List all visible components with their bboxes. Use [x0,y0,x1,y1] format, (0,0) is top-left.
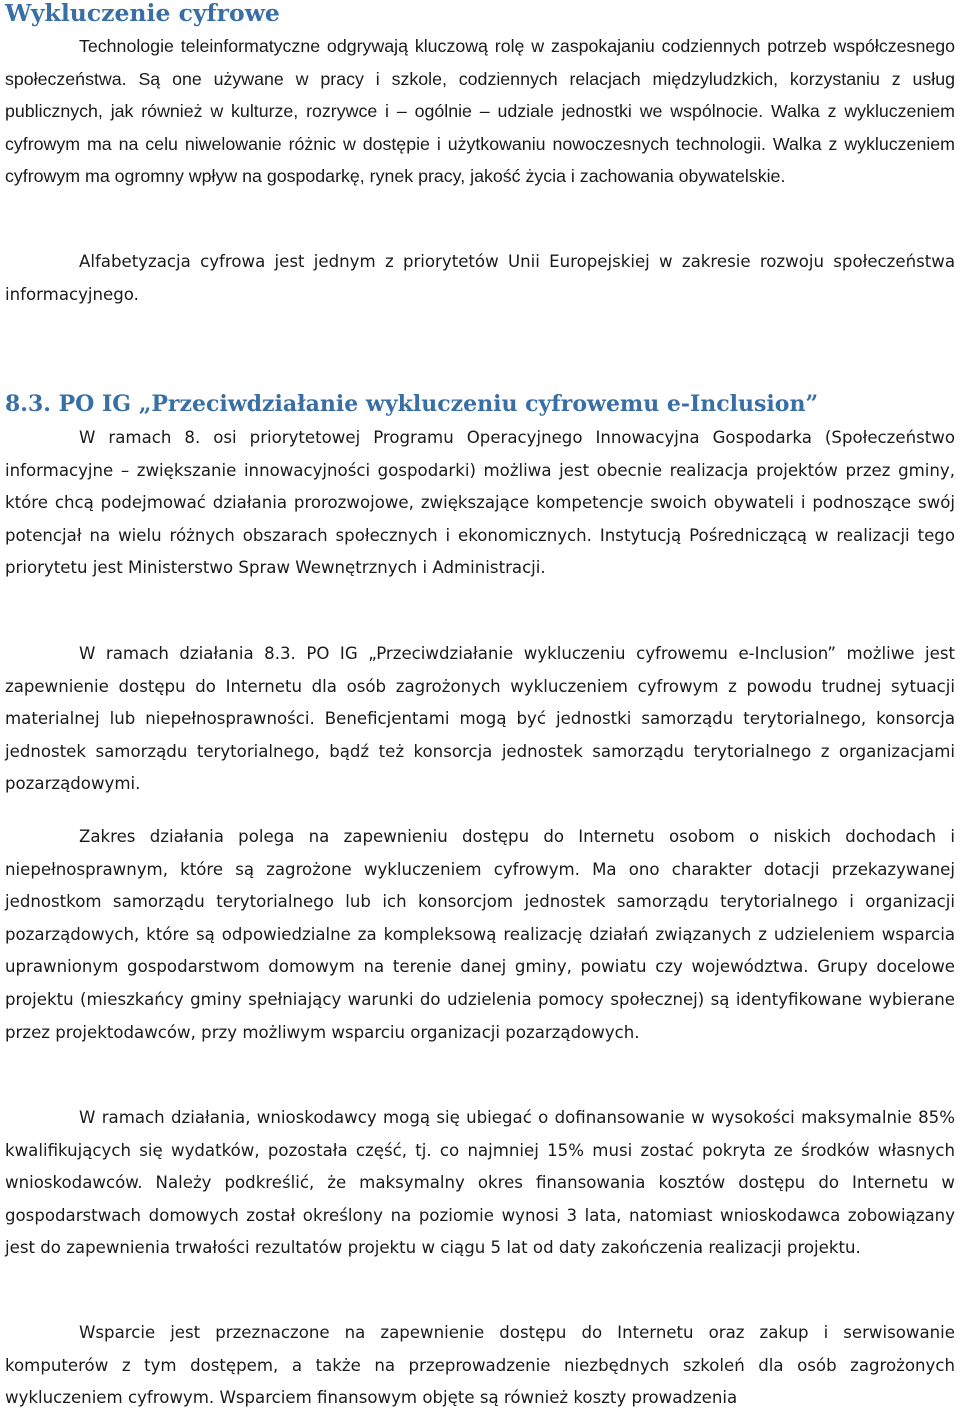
paragraph: Technologie teleinformatyczne odgrywają kluczową rolę w zaspokajaniu codziennych potrzeb współczesnego społeczeństwa. Są one używane w pracy i szkole, codziennych relacjach międzyludzkich, korzystaniu z usług publicznych, jak również w kulturze, rozrywce i – ogólnie – udziale jednostki we wspólnocie. Walka z wykluczeniem cyfrowym ma na celu niwelowanie różnic w dostępie i użytkowaniu nowoczesnych technologii. Walka z wykluczeniem cyfrowym ma ogromny wpływ na gospodarkę, rynek pracy, jakość życia i zachowania obywatelskie. [5,36,955,187]
section-heading: 8.3. PO IG „Przeciwdziałanie wykluczeniu cyfrowemu e-Inclusion” [5,391,819,417]
paragraph: Zakres działania polega na zapewnieniu dostępu do Internetu osobom o niskich dochodach i niepełnosprawnym, które są zagrożone wykluczeniem cyfrowym. Ma ono charakter dotacji przekazywanej jednostkom samorządu terytorialnego lub ich konsorcjom jednostek samorządu terytorialnego i organizacji pozarządowych, które są odpowiedzialne za kompleksową realizację działań związanych z udzieleniem wsparcia uprawnionym gospodarstwom domowym na terenie danej gminy, powiatu czy województwa. Grupy docelowe projektu (mieszkańcy gminy spełniający warunki do udzielenia pomocy społecznej) są identyfikowane wybierane przez projektodawców, przy możliwym wsparciu organizacji pozarządowych. [5,827,955,1042]
paragraph: Wsparcie jest przeznaczone na zapewnienie dostępu do Internetu oraz zakup i serwisowanie komputerów z tym dostępem, a także na przeprowadzenie niezbędnych szkoleń dla osób zagrożonych wykluczeniem cyfrowym. Wsparciem finansowym objęte są również koszty prowadzenia [5,1323,955,1408]
paragraph: Alfabetyzacja cyfrowa jest jednym z priorytetów Unii Europejskiej w zakresie rozwoju społeczeństwa informacyjnego. [5,252,955,304]
paragraph: W ramach działania, wnioskodawcy mogą się ubiegać o dofinansowanie w wysokości maksymalnie 85% kwalifikujących się wydatków, pozostała część, tj. co najmniej 15% musi zostać pokryta ze środków własnych wnioskodawców. Należy podkreślić, że maksymalny okres finansowania kosztów dostępu do Internetu w gospodarstwach domowych został określony na poziomie wynosi 3 lata, natomiast wnioskodawca zobowiązany jest do zapewnienia trwałości rezultatów projektu w ciągu 5 lat od daty zakończenia realizacji projektu. [5,1108,955,1258]
page-title: Wykluczenie cyfrowe [5,0,280,27]
paragraph: W ramach działania 8.3. PO IG „Przeciwdziałanie wykluczeniu cyfrowemu e-Inclusion” możliwe jest zapewnienie dostępu do Internetu dla osób zagrożonych wykluczeniem cyfrowym z powodu trudnej sytuacji materialnej lub niepełnosprawności. Beneficjentami mogą być jednostki samorządu terytorialnego, konsorcja jednostek samorządu terytorialnego, bądź też konsorcja jednostek samorządu terytorialnego z organizacjami pozarządowymi. [5,644,955,794]
paragraph: W ramach 8. osi priorytetowej Programu Operacyjnego Innowacyjna Gospodarka (Społeczeństwo informacyjne – zwiększanie innowacyjności gospodarki) możliwa jest obecnie realizacja projektów przez gminy, które chcą podejmować działania prorozwojowe, zwiększające kompetencje swoich obywateli i podnoszące swój potencjał na wielu różnych obszarach społecznych i ekonomicznych. Instytucją Pośredniczącą w realizacji tego priorytetu jest Ministerstwo Spraw Wewnętrznych i Administracji. [5,428,955,578]
